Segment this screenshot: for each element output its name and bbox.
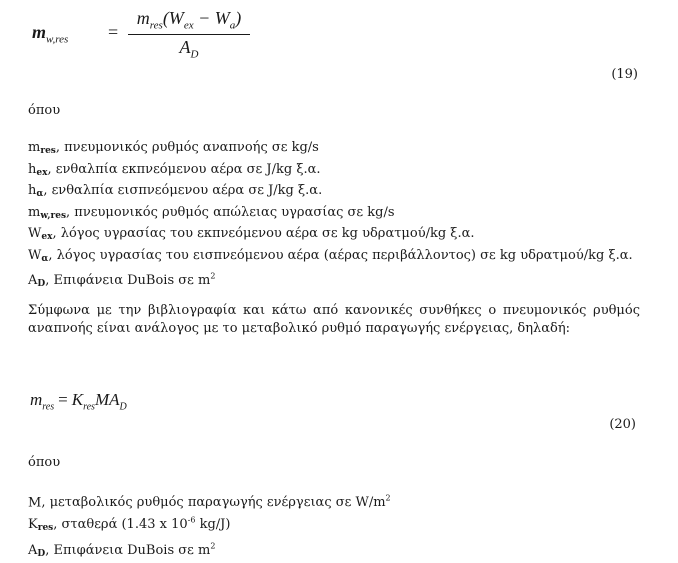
fraction-bar [128,34,250,35]
definition-item [28,247,640,269]
definition-text: , Επιφάνεια DuBois σε $m^2$ [45,272,216,289]
definition-item [28,204,640,226]
definition-text: , λόγος υγρασίας του εισπνεόμενου αέρα (αέρας περιβάλλοντος) σε kg υδρατμού/kg ξ.α. [48,247,633,263]
equation-19-fraction [128,8,250,60]
equation-number-19: (19) [611,67,638,82]
definition-symbol: $W_{ex}$ [28,226,53,242]
body-paragraph: Σύμφωνα με την βιβλιογραφία και κάτω από κανονικές συνθήκες ο πνευμονικός ρυθμός αναπνοής είναι ανάλογος με το μεταβολικό ρυθμό παραγωγής ενέργειας, δηλαδή: [28,303,640,336]
definition-text: , σταθερά (1.43 x $10^{-6}$ kg/J) [53,515,231,533]
definition-item [28,538,640,563]
definition-symbol: $m_{res}$ [28,140,56,156]
equation-19 [28,8,288,66]
definition-text: , ενθαλπία εκπνεόμενου αέρα σε J/kg ξ.α. [47,161,321,177]
definition-text: , μεταβολικός ρυθμός παραγωγής ενέργειας σε $W/m^2$ [41,494,391,511]
definition-symbol: $m_{w,res}$ [28,204,67,221]
definition-item [28,268,640,294]
definition-symbol: M [28,495,42,511]
definition-symbol: $W_\alpha$ [28,247,49,264]
definition-item [28,490,640,512]
definition-item [28,139,640,161]
definition-symbol: $A_D$ [28,273,46,290]
where-label-2: όπου [28,455,61,470]
definition-item [28,182,640,204]
fraction-denominator: $A_D$ [179,36,199,61]
definition-text: , ενθαλπία εισπνεόμενου αέρα σε J/kg ξ.α. [43,183,323,198]
where-label: όπου [28,103,61,118]
definitions-list-2 [28,490,640,563]
equation-number-20: (20) [609,417,636,432]
equals-sign: = [108,22,119,42]
fraction-numerator: $m_{res}(W_{ex} - W_a)$ [136,8,242,32]
equation-19-lhs: $m_{w,res}$ [32,22,69,46]
equation-20: $m_{res} = K_{res}MA_D$ [30,390,127,413]
definition-text: , Επιφάνεια DuBois σε $m^2$ [45,541,216,558]
definition-symbol: $A_D$ [28,542,46,559]
definition-text: , πνευμονικός ρυθμός απώλειας υγρασίας σε kg/s [66,204,395,220]
definition-item [28,161,640,183]
definition-item [28,512,640,538]
definitions-list-1 [28,139,640,294]
definition-text: , πνευμονικός ρυθμός αναπνοής σε kg/s [55,140,319,155]
definition-symbol: $K_{res}$ [28,517,54,534]
definition-symbol: $h_{ex}$ [28,161,48,178]
definition-text: , λόγος υγρασίας του εκπνεόμενου αέρα σε kg υδρατμού/kg ξ.α. [52,226,475,241]
definition-symbol: $h_\alpha$ [28,183,44,199]
definition-item [28,225,640,247]
